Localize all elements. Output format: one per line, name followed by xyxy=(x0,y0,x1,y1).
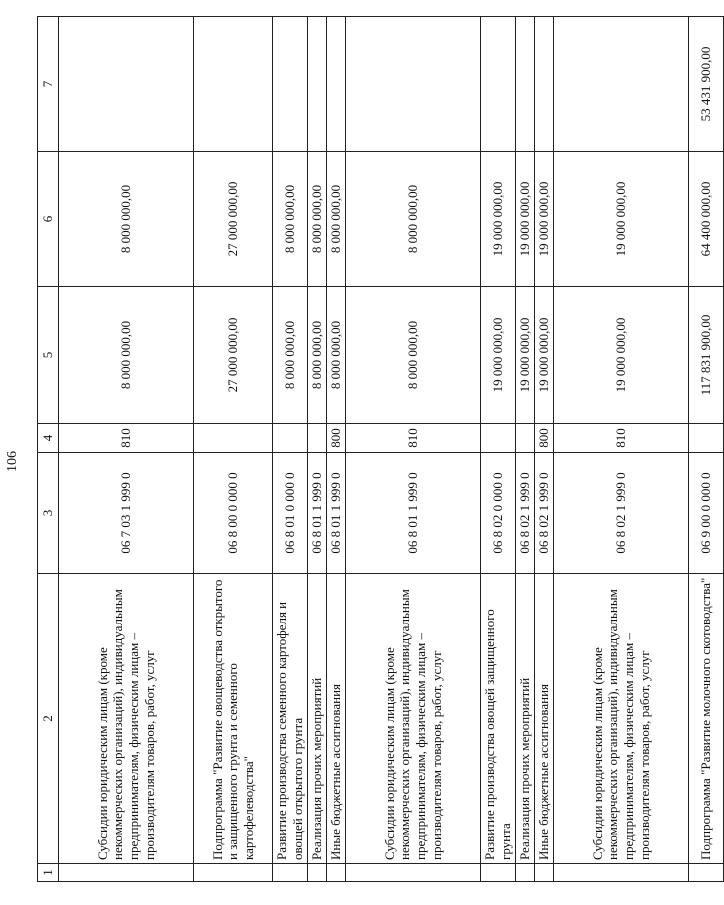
table-row xyxy=(535,17,554,882)
row-code: 06 8 01 1 999 0 xyxy=(327,453,346,574)
row-value-6: 64 400 000,00 xyxy=(689,152,724,287)
row-type: 800 xyxy=(535,424,554,453)
table-row xyxy=(481,17,516,882)
row-code: 06 8 02 1 999 0 xyxy=(535,453,554,574)
row-name: Реализация прочих мероприятий xyxy=(516,574,535,864)
row-value-6: 8 000 000,00 xyxy=(273,152,308,287)
document-sheet xyxy=(37,17,714,882)
row-value-7 xyxy=(308,17,327,152)
row-value-6: 8 000 000,00 xyxy=(59,152,194,287)
row-code: 06 8 00 0 000 0 xyxy=(194,453,273,574)
row-cell-blank xyxy=(516,864,535,882)
row-value-5: 117 831 900,00 xyxy=(689,287,724,424)
row-value-7 xyxy=(481,17,516,152)
row-name: Иные бюджетные ассигнования xyxy=(327,574,346,864)
table-row xyxy=(554,17,689,882)
row-value-5: 19 000 000,00 xyxy=(554,287,689,424)
row-name: Подпрограмма "Развитие молочного скотоводства" xyxy=(689,574,724,864)
row-name: Субсидии юридическим лицам (кроме некоммерческих организаций), индивидуальным предпринимателям, физическим лицам – производителям товаров, работ, услуг xyxy=(554,574,689,864)
row-type xyxy=(481,424,516,453)
row-name: Реализация прочих мероприятий xyxy=(308,574,327,864)
row-value-6: 19 000 000,00 xyxy=(535,152,554,287)
row-value-6: 27 000 000,00 xyxy=(194,152,273,287)
row-cell-blank xyxy=(481,864,516,882)
row-name: Подпрограмма "Развитие овощеводства открытого и защищенного грунта и семенного картофелеводства" xyxy=(194,574,273,864)
row-value-7 xyxy=(273,17,308,152)
row-name: Субсидии юридическим лицам (кроме некоммерческих организаций), индивидуальным предпринимателям, физическим лицам – производителям товаров, работ, услуг xyxy=(346,574,481,864)
row-code: 06 8 01 0 000 0 xyxy=(273,453,308,574)
row-value-7: 53 431 900,00 xyxy=(689,17,724,152)
row-value-7 xyxy=(59,17,194,152)
table-row xyxy=(327,17,346,882)
row-cell-blank xyxy=(327,864,346,882)
row-type: 800 xyxy=(327,424,346,453)
row-value-5: 8 000 000,00 xyxy=(308,287,327,424)
row-value-5: 8 000 000,00 xyxy=(59,287,194,424)
row-value-7 xyxy=(327,17,346,152)
table-row xyxy=(59,17,194,882)
row-type xyxy=(194,424,273,453)
row-type: 810 xyxy=(554,424,689,453)
row-name: Субсидии юридическим лицам (кроме некоммерческих организаций), индивидуальным предпринимателям, физическим лицам – производителям товаров, работ, услуг xyxy=(59,574,194,864)
rotated-table-wrapper xyxy=(37,17,714,882)
row-code: 06 8 01 1 999 0 xyxy=(346,453,481,574)
row-cell-blank xyxy=(59,864,194,882)
row-code: 06 9 00 0 000 0 xyxy=(689,453,724,574)
row-value-7 xyxy=(554,17,689,152)
row-type xyxy=(308,424,327,453)
row-cell-blank xyxy=(689,864,724,882)
row-value-6: 19 000 000,00 xyxy=(481,152,516,287)
row-value-6: 8 000 000,00 xyxy=(346,152,481,287)
row-value-7 xyxy=(194,17,273,152)
column-header-3: 3 xyxy=(38,453,59,574)
row-cell-blank xyxy=(308,864,327,882)
row-value-5: 19 000 000,00 xyxy=(516,287,535,424)
row-value-5: 8 000 000,00 xyxy=(327,287,346,424)
row-type xyxy=(689,424,724,453)
row-code: 06 7 03 1 999 0 xyxy=(59,453,194,574)
column-header-5: 5 xyxy=(38,287,59,424)
budget-table xyxy=(37,16,724,882)
table-row xyxy=(516,17,535,882)
row-value-7 xyxy=(516,17,535,152)
table-row xyxy=(194,17,273,882)
row-type: 810 xyxy=(59,424,194,453)
row-value-6: 19 000 000,00 xyxy=(554,152,689,287)
row-code: 06 8 02 0 000 0 xyxy=(481,453,516,574)
table-row xyxy=(346,17,481,882)
table-row xyxy=(689,17,724,882)
row-value-6: 8 000 000,00 xyxy=(308,152,327,287)
row-value-5: 19 000 000,00 xyxy=(481,287,516,424)
row-value-7 xyxy=(535,17,554,152)
row-cell-blank xyxy=(273,864,308,882)
row-value-7 xyxy=(346,17,481,152)
row-name: Развитие производства семенного картофеля и овощей открытого грунта xyxy=(273,574,308,864)
row-type: 810 xyxy=(346,424,481,453)
column-header-7: 7 xyxy=(38,17,59,152)
table-row xyxy=(273,17,308,882)
row-name: Развитие производства овощей защищенного грунта xyxy=(481,574,516,864)
row-value-6: 19 000 000,00 xyxy=(516,152,535,287)
column-header-2: 2 xyxy=(38,574,59,864)
row-name: Иные бюджетные ассигнования xyxy=(535,574,554,864)
row-cell-blank xyxy=(535,864,554,882)
page-number: 106 xyxy=(5,451,20,472)
row-cell-blank xyxy=(194,864,273,882)
row-value-6: 8 000 000,00 xyxy=(327,152,346,287)
row-code: 06 8 01 1 999 0 xyxy=(308,453,327,574)
row-cell-blank xyxy=(554,864,689,882)
row-value-5: 19 000 000,00 xyxy=(535,287,554,424)
row-code: 06 8 02 1 999 0 xyxy=(516,453,535,574)
table-header-row xyxy=(38,17,59,882)
column-header-1: 1 xyxy=(38,864,59,882)
row-value-5: 8 000 000,00 xyxy=(346,287,481,424)
row-value-5: 8 000 000,00 xyxy=(273,287,308,424)
table-row xyxy=(308,17,327,882)
row-type xyxy=(273,424,308,453)
row-code: 06 8 02 1 999 0 xyxy=(554,453,689,574)
row-type xyxy=(516,424,535,453)
column-header-6: 6 xyxy=(38,152,59,287)
row-cell-blank xyxy=(346,864,481,882)
row-value-5: 27 000 000,00 xyxy=(194,287,273,424)
column-header-4: 4 xyxy=(38,424,59,453)
